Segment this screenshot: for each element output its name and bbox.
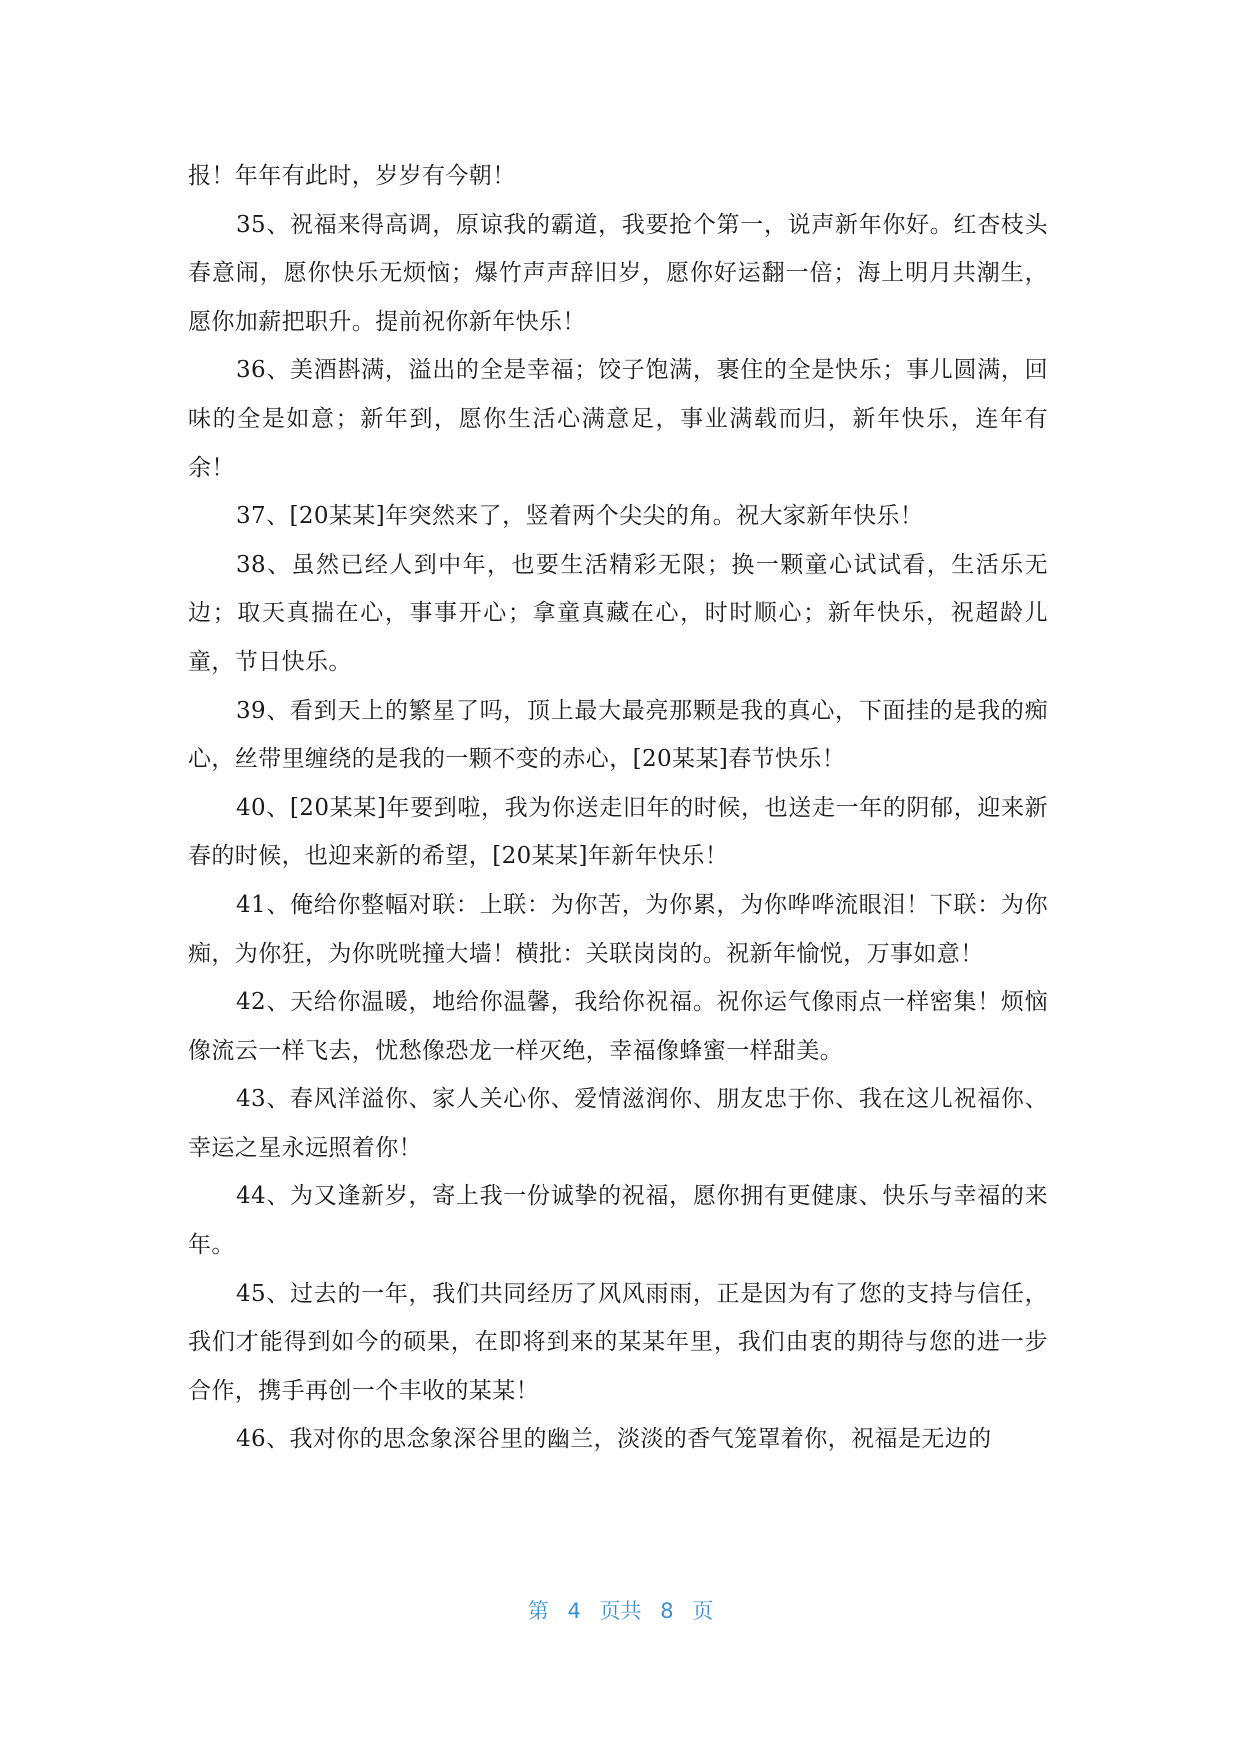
total-pages-number: 8 [660,1599,674,1623]
paragraph-41: 41、俺给你整幅对联：上联：为你苦，为你累，为你哗哗流眼泪！下联：为你痴，为你狂，为你咣咣撞大墙！横批：关联岗岗的。祝新年愉悦，万事如意！ [188,891,1048,967]
paragraph-45: 45、过去的一年，我们共同经历了风风雨雨，正是因为有了您的支持与信任，我们才能得到如今的硕果，在即将到来的某某年里，我们由衷的期待与您的进一步合作，携手再创一个丰收的某某！ [188,1280,1048,1404]
page-label-mid: 页共 [599,1599,642,1623]
paragraph-37: 37、[20某某]年突然来了，竖着两个尖尖的角。祝大家新年快乐！ [236,503,924,530]
current-page-number: 4 [567,1599,581,1623]
paragraph-38: 38、虽然已经人到中年，也要生活精彩无限；换一颗童心试试看，生活乐无边；取天真揣在心，事事开心；拿童真藏在心，时时顺心；新年快乐，祝超龄儿童，节日快乐。 [188,551,1048,675]
paragraph-43: 43、春风洋溢你、家人关心你、爱情滋润你、朋友忠于你、我在这儿祝福你、幸运之星永远照着你！ [188,1086,1048,1161]
page-label-prefix: 第 [527,1599,549,1623]
page-label-suffix: 页 [692,1599,714,1623]
paragraph-continuation: 报！年年有此时，岁岁有今朝！ [188,163,516,189]
page-number-footer [0,1595,1241,1625]
paragraph-44: 44、为又逢新岁，寄上我一份诚挚的祝福，愿你拥有更健康、快乐与幸福的来年。 [188,1183,1048,1259]
paragraph-40: 40、[20某某]年要到啦，我为你送走旧年的时候，也送走一年的阴郁，迎来新春的时候，也迎来新的希望，[20某某]年新年快乐！ [188,794,1048,870]
paragraph-39: 39、看到天上的繁星了吗，顶上最大最亮那颗是我的真心，下面挂的是我的痴心，丝带里缠绕的是我的一颗不变的赤心，[20某某]春节快乐！ [188,697,1048,773]
paragraph-46: 46、我对你的思念象深谷里的幽兰，淡淡的香气笼罩着你，祝福是无边的 [236,1426,992,1453]
paragraph-42: 42、天给你温暖，地给你温馨，我给你祝福。祝你运气像雨点一样密集！烦恼像流云一样飞去，忧愁像恐龙一样灭绝，幸福像蜂蜜一样甜美。 [188,989,1048,1064]
document-body [188,152,1048,1464]
paragraph-35: 35、祝福来得高调，原谅我的霸道，我要抢个第一，说声新年你好。红杏枝头春意闹，愿你快乐无烦恼；爆竹声声辞旧岁，愿你好运翻一倍；海上明月共潮生，愿你加薪把职升。提前祝你新年快乐！ [188,211,1048,335]
paragraph-36: 36、美酒斟满，溢出的全是幸福；饺子饱满，裹住的全是快乐；事儿圆满，回味的全是如意；新年到，愿你生活心满意足，事业满载而归，新年快乐，连年有余！ [188,357,1048,481]
